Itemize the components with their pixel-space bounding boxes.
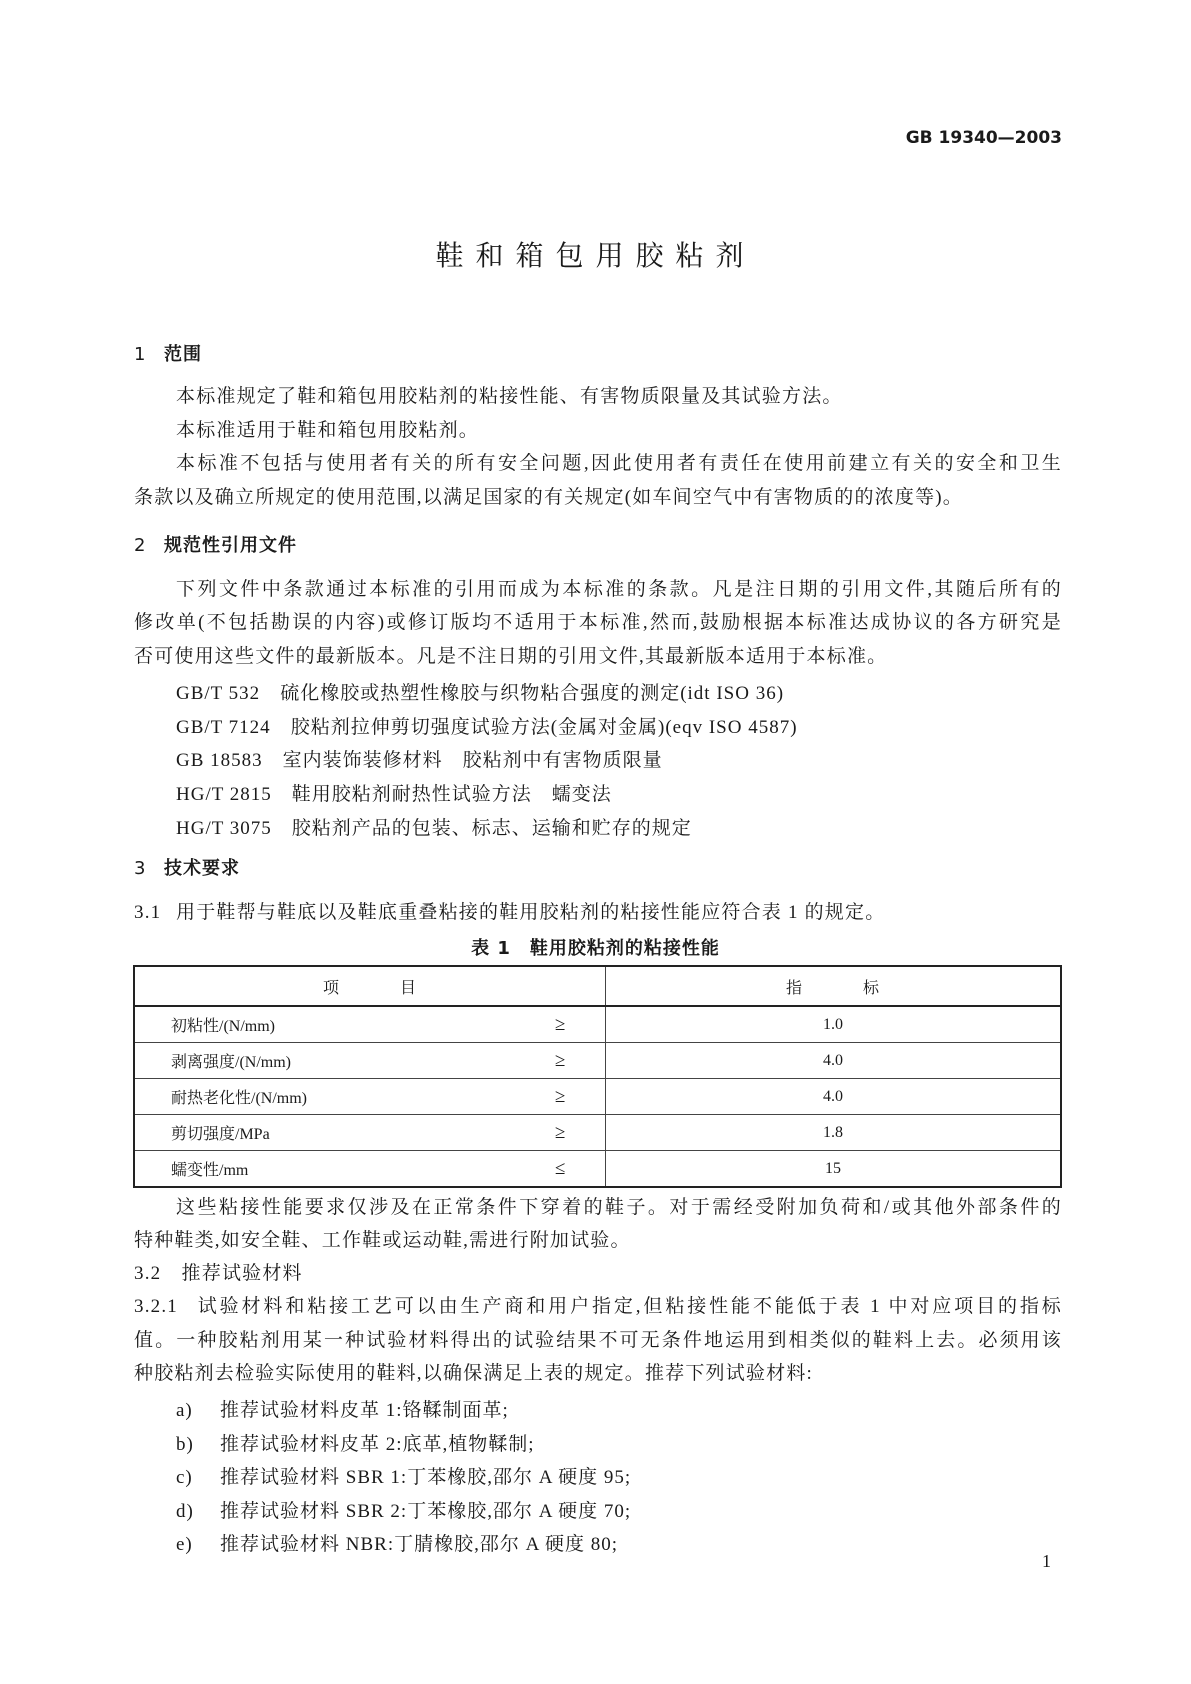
- section-3-heading: [134, 854, 240, 880]
- header-text: 标: [863, 979, 881, 997]
- value-cell: 1.0: [606, 1006, 1062, 1043]
- item-cell: [134, 1079, 606, 1115]
- paragraph-line: 值。一种胶粘剂用某一种试验材料得出的试验结果不可无条件地运用到相类似的鞋料上去。必须用该: [134, 1330, 1062, 1351]
- paragraph-line: 条款以及确立所规定的使用范围,以满足国家的有关规定(如车间空气中有害物质的的浓度等)。: [134, 487, 964, 508]
- reference-item: [176, 813, 692, 840]
- list-item: [176, 1496, 631, 1523]
- list-text: 推荐试验材料 SBR 1:丁苯橡胶,邵尔 A 硬度 95;: [220, 1467, 632, 1488]
- paragraph-line: 本标准不包括与使用者有关的所有安全问题,因此使用者有责任在使用前建立有关的安全和卫生: [176, 453, 1062, 474]
- table-row: [134, 1043, 1061, 1079]
- paragraph-line: 特种鞋类,如安全鞋、工作鞋或运动鞋,需进行附加试验。: [134, 1230, 631, 1251]
- clause-3-2-heading: 3.2 推荐试验材料: [134, 1263, 303, 1284]
- operator: ≥: [555, 1050, 566, 1071]
- table-caption: 表 1 鞋用胶粘剂的粘接性能: [471, 938, 720, 959]
- reference-code: GB/T 7124: [176, 717, 271, 738]
- section-title: 范围: [164, 344, 202, 365]
- table-row: [134, 1151, 1061, 1188]
- section-number: 2: [134, 535, 147, 556]
- paragraph-line: 本标准适用于鞋和箱包用胶粘剂。: [176, 420, 480, 441]
- clause-number: 3.1: [134, 902, 162, 923]
- operator: ≤: [555, 1158, 566, 1179]
- list-text: 推荐试验材料皮革 2:底革,植物鞣制;: [220, 1434, 535, 1455]
- list-text: 推荐试验材料 SBR 2:丁苯橡胶,邵尔 A 硬度 70;: [220, 1501, 632, 1522]
- list-marker: c): [176, 1467, 193, 1488]
- paragraph-line: 这些粘接性能要求仅涉及在正常条件下穿着的鞋子。对于需经受附加负荷和/或其他外部条件的: [176, 1197, 1062, 1218]
- paragraph-line: 否可使用这些文件的最新版本。凡是不注日期的引用文件,其最新版本适用于本标准。: [134, 646, 888, 667]
- list-text: 推荐试验材料皮革 1:铬鞣制面革;: [220, 1400, 509, 1421]
- section-title: 技术要求: [164, 858, 240, 879]
- value-cell: 1.8: [606, 1115, 1062, 1151]
- list-marker: d): [176, 1501, 194, 1522]
- header-text: 目: [400, 979, 418, 997]
- item-text: 耐热老化性/(N/mm): [171, 1090, 307, 1107]
- clause-text: 试验材料和粘接工艺可以由生产商和用户指定,但粘接性能不能低于表 1 中对应项目的指标: [196, 1296, 1062, 1317]
- operator: ≥: [555, 1014, 566, 1035]
- operator: ≥: [555, 1122, 566, 1143]
- paragraph-line: 本标准规定了鞋和箱包用胶粘剂的粘接性能、有害物质限量及其试验方法。: [176, 386, 843, 407]
- reference-title: 室内装饰装修材料 胶粘剂中有害物质限量: [282, 750, 663, 771]
- section-number: 3: [134, 858, 147, 879]
- table-header-row: [134, 966, 1061, 1006]
- document-title: 鞋和箱包用胶粘剂: [435, 239, 756, 272]
- reference-item: [176, 779, 612, 806]
- operator: ≥: [555, 1086, 566, 1107]
- clause-number: 3.2.1: [134, 1296, 178, 1317]
- value-cell: 15: [606, 1151, 1062, 1188]
- reference-item: [176, 745, 663, 772]
- clause-3-1: [134, 901, 1062, 925]
- section-2-heading: [134, 531, 297, 557]
- adhesion-performance-table: [133, 965, 1062, 1188]
- table-row: [134, 1006, 1061, 1043]
- item-cell: [134, 1115, 606, 1151]
- standard-number-header: GB 19340—2003: [905, 128, 1062, 148]
- reference-title: 鞋用胶粘剂耐热性试验方法 蠕变法: [291, 784, 612, 805]
- item-cell: [134, 1151, 606, 1188]
- header-text: 指: [785, 979, 803, 997]
- list-item: [176, 1529, 618, 1556]
- reference-title: 胶粘剂产品的包装、标志、运输和贮存的规定: [291, 818, 692, 839]
- list-item: [176, 1462, 631, 1489]
- reference-title: 胶粘剂拉伸剪切强度试验方法(金属对金属)(eqv ISO 4587): [290, 717, 798, 738]
- list-item: [176, 1429, 535, 1456]
- section-title: 规范性引用文件: [164, 535, 297, 556]
- paragraph-line: 下列文件中条款通过本标准的引用而成为本标准的条款。凡是注日期的引用文件,其随后所有的: [176, 579, 1062, 600]
- item-text: 蠕变性/mm: [171, 1162, 249, 1179]
- list-item: [176, 1395, 509, 1422]
- page-number: 1: [1042, 1551, 1051, 1571]
- item-text: 剪切强度/MPa: [171, 1126, 270, 1143]
- header-text: 项: [322, 979, 340, 997]
- item-cell: [134, 1006, 606, 1043]
- item-text: 剥离强度/(N/mm): [171, 1054, 291, 1071]
- list-marker: e): [176, 1534, 193, 1555]
- reference-title: 硫化橡胶或热塑性橡胶与织物粘合强度的测定(idt ISO 36): [280, 683, 785, 704]
- paragraph-line: 修改单(不包括勘误的内容)或修订版均不适用于本标准,然而,鼓励根据本标准达成协议的各方研究是: [134, 612, 1062, 633]
- list-marker: b): [176, 1434, 194, 1455]
- item-text: 初粘性/(N/mm): [171, 1018, 275, 1035]
- value-cell: 4.0: [606, 1079, 1062, 1115]
- table-row: [134, 1115, 1061, 1151]
- table-row: [134, 1079, 1061, 1115]
- clause-3-2-1: [134, 1295, 1062, 1319]
- section-1-heading: [134, 340, 202, 366]
- reference-code: HG/T 2815: [176, 784, 272, 805]
- list-text: 推荐试验材料 NBR:丁腈橡胶,邵尔 A 硬度 80;: [220, 1534, 619, 1555]
- paragraph-line: 种胶粘剂去检验实际使用的鞋料,以确保满足上表的规定。推荐下列试验材料:: [134, 1363, 814, 1384]
- section-number: 1: [134, 344, 147, 365]
- reference-code: HG/T 3075: [176, 818, 272, 839]
- item-cell: [134, 1043, 606, 1079]
- list-marker: a): [176, 1400, 193, 1421]
- reference-item: [176, 712, 798, 739]
- reference-code: GB 18583: [176, 750, 263, 771]
- clause-text: 用于鞋帮与鞋底以及鞋底重叠粘接的鞋用胶粘剂的粘接性能应符合表 1 的规定。: [176, 902, 886, 923]
- value-cell: 4.0: [606, 1043, 1062, 1079]
- header-item: [134, 966, 606, 1006]
- reference-item: [176, 678, 784, 705]
- reference-code: GB/T 532: [176, 683, 261, 704]
- header-index: [606, 966, 1062, 1006]
